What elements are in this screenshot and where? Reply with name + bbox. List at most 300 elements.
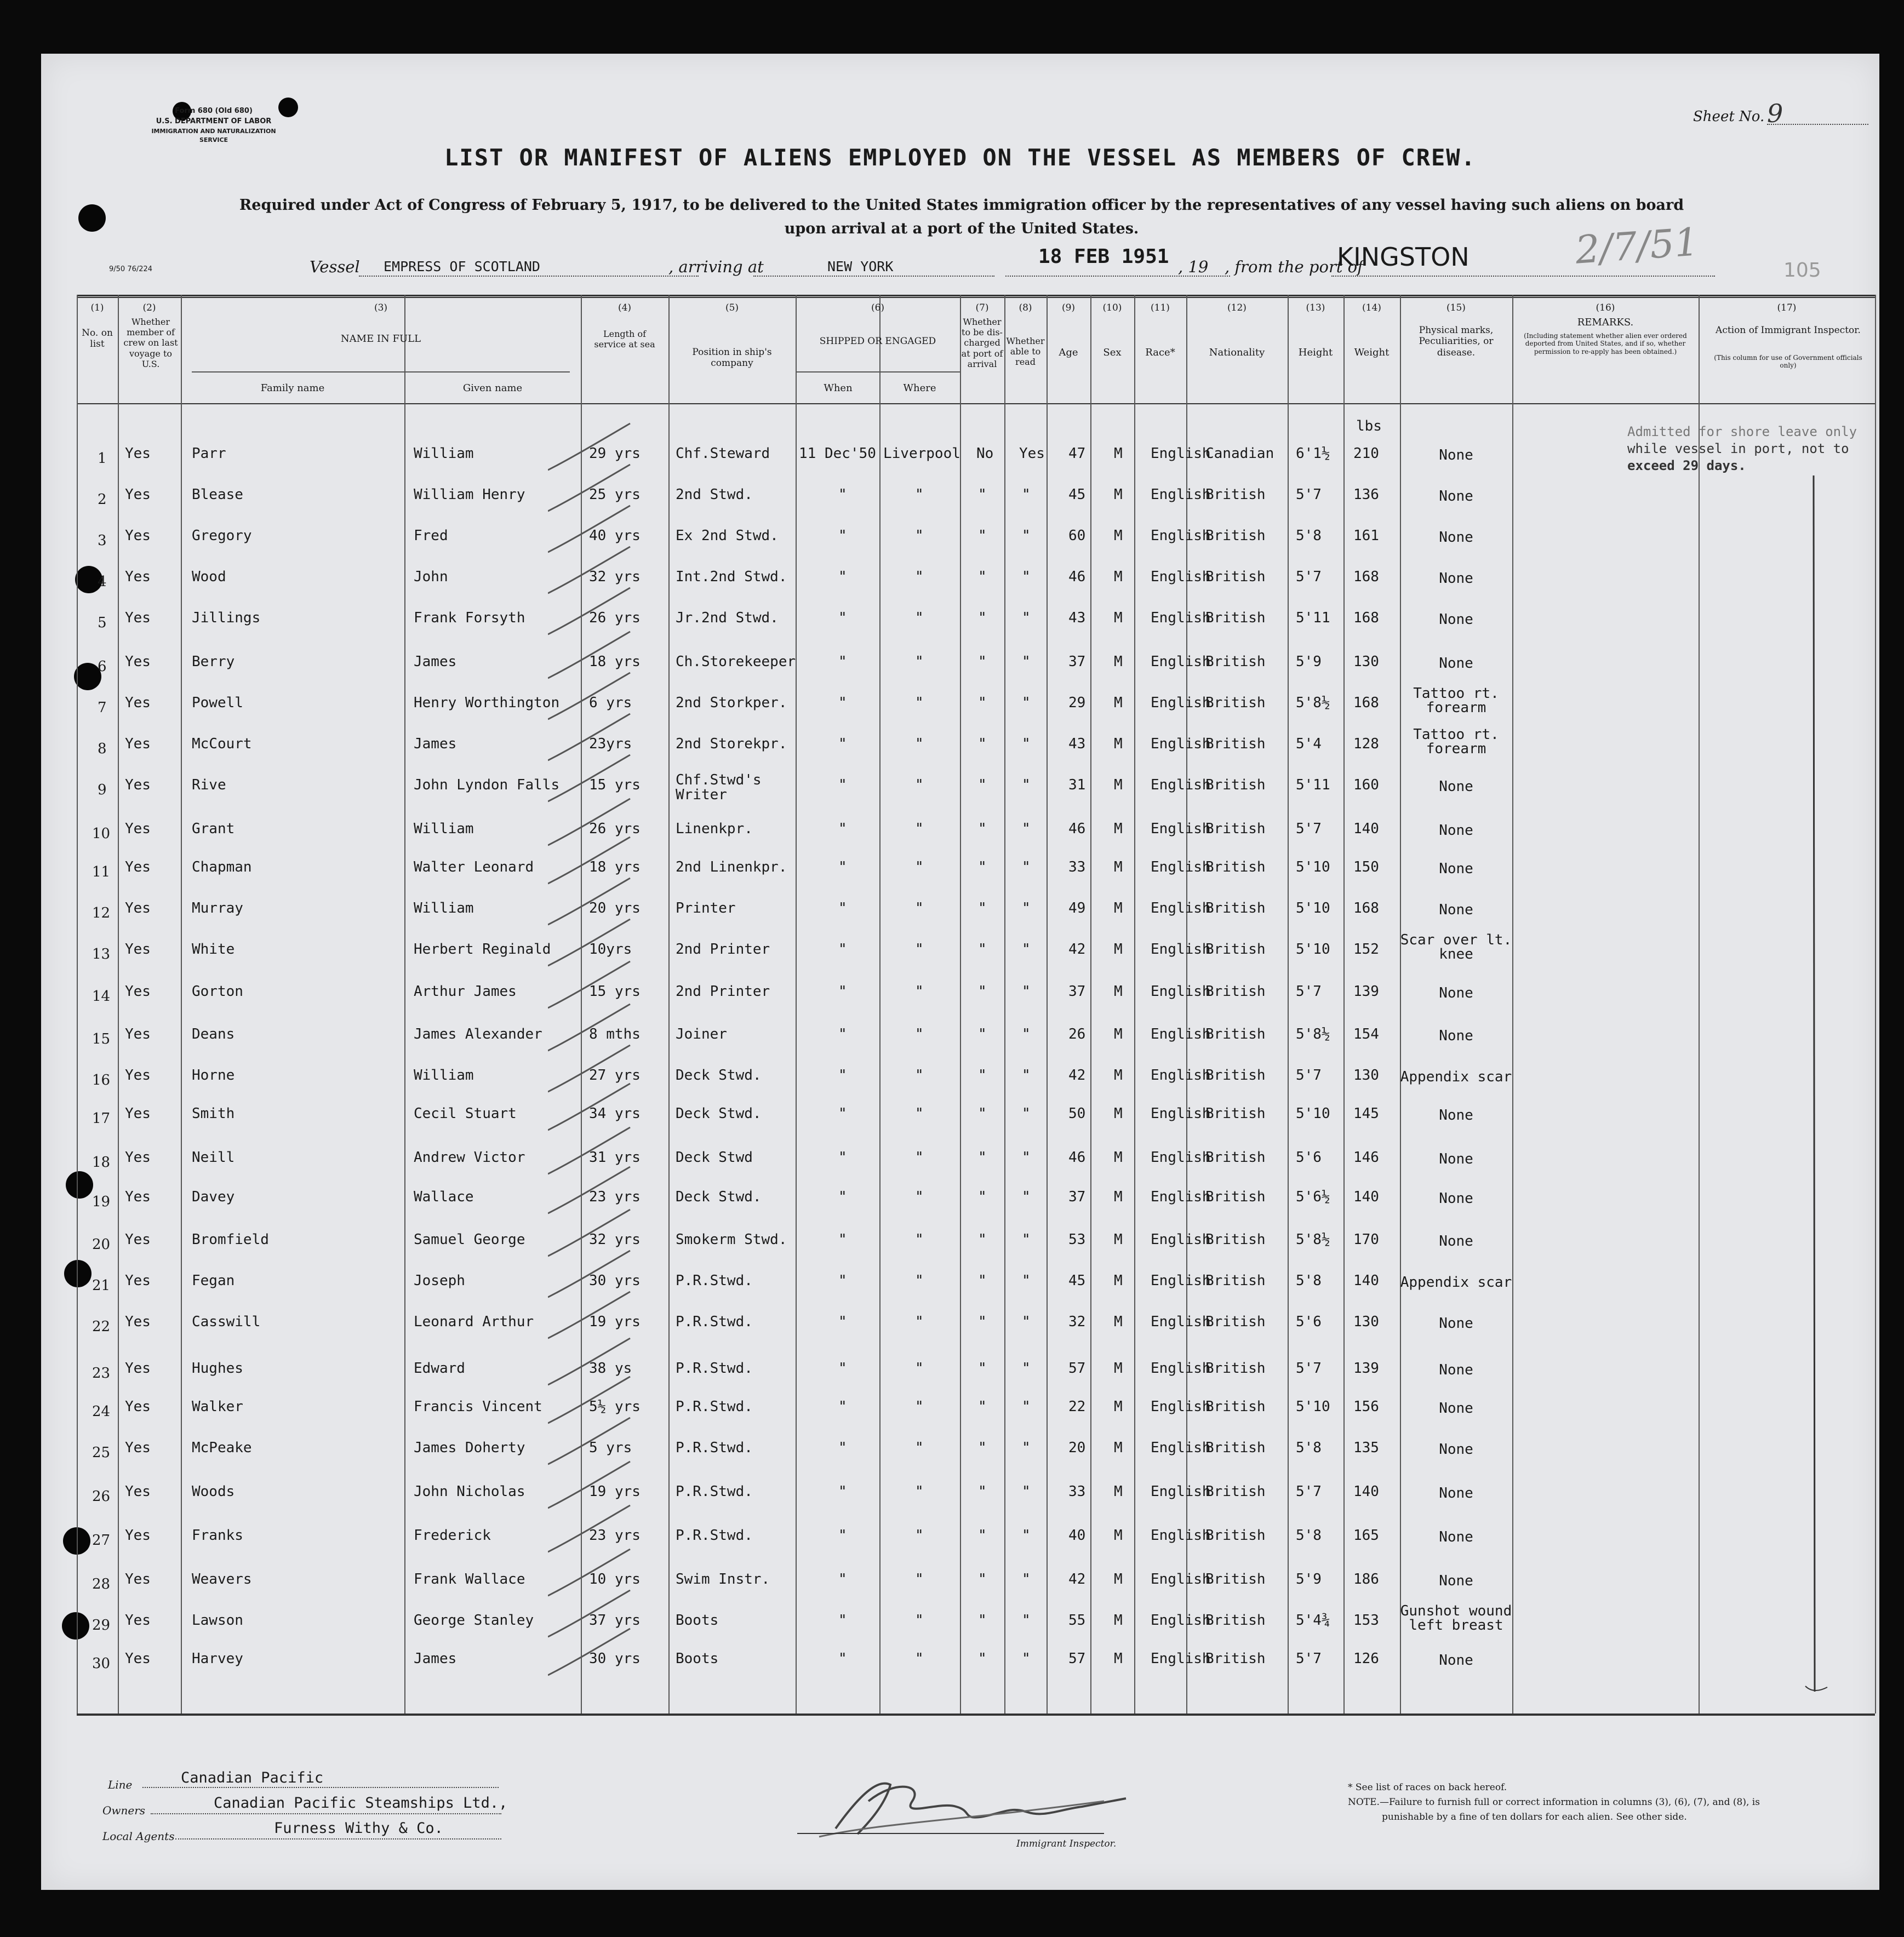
cell-discharged: " [978, 1189, 987, 1205]
pencil-check-mark [548, 1251, 630, 1297]
column-number: (13) [1306, 302, 1325, 313]
cell-length-service: 23 yrs [589, 1527, 641, 1544]
cell-age: 49 [1068, 900, 1086, 916]
vessel-label: Vessel [310, 257, 360, 276]
cell-length-service: 18 yrs [589, 654, 641, 670]
cell-given-name: Francis Vincent [414, 1399, 542, 1415]
cell-physical-marks: None [1439, 1190, 1473, 1207]
cell-sex: M [1114, 1189, 1123, 1205]
cell-height: 5'7 [1296, 1483, 1322, 1500]
cell-discharged: " [978, 859, 987, 875]
cell-sex: M [1114, 900, 1123, 916]
cell-able-read: " [1022, 777, 1031, 793]
document-title: LIST OR MANIFEST OF ALIENS EMPLOYED ON THE VESSEL AS MEMBERS OF CREW. [444, 144, 1476, 171]
cell-shipped-where: " [915, 1571, 924, 1588]
service-name: IMMIGRATION AND NATURALIZATION SERVICE [151, 127, 276, 144]
row-number: 26 [92, 1488, 111, 1505]
cell-member: Yes [125, 777, 151, 793]
pencil-check-mark [548, 1505, 630, 1552]
cell-able-read: " [1022, 1273, 1031, 1289]
cell-weight: 168 [1353, 569, 1379, 585]
pencil-check-mark [548, 878, 630, 925]
cell-physical-marks: None [1439, 985, 1473, 1001]
cell-position: Jr.2nd Stwd. [676, 610, 779, 626]
cell-physical-marks: None [1439, 1529, 1473, 1545]
cell-age: 32 [1068, 1314, 1086, 1330]
cell-weight: 168 [1353, 695, 1379, 711]
cell-nationality: British [1205, 736, 1266, 752]
cell-height: 5'7 [1296, 569, 1322, 585]
cell-physical-marks: None [1439, 1315, 1473, 1332]
header-remarks-note: (Including statement whether alien ever ordered deported from United States, and if so, whether permission to re-apply has been obtained.) [1524, 332, 1687, 356]
cell-weight: 161 [1353, 528, 1379, 544]
cell-shipped-when: " [838, 1067, 847, 1084]
cell-discharged: " [978, 654, 987, 670]
cell-race: English [1151, 736, 1211, 752]
cell-position: Swim Instr. [676, 1571, 770, 1588]
cell-family-name: McPeake [192, 1440, 252, 1456]
column-number: (12) [1227, 302, 1247, 313]
table-row [77, 727, 1875, 766]
cell-sex: M [1114, 859, 1123, 875]
cell-family-name: Woods [192, 1483, 235, 1500]
row-number: 27 [92, 1532, 111, 1549]
cell-family-name: Gorton [192, 983, 243, 1000]
footer-notes: * See list of races on back hereof. NOTE.—Failure to furnish full or correct information in columns (3), (6), (7), and (8), is punishable by a fine of ten dollars for each alien. See other side. [1348, 1782, 1760, 1823]
pencil-check-mark [548, 1338, 630, 1385]
cell-position: P.R.Stwd. [676, 1483, 753, 1500]
column-number: (5) [725, 302, 739, 313]
table-row [77, 1141, 1875, 1179]
cell-discharged: " [978, 1026, 987, 1042]
cell-height: 5'7 [1296, 983, 1322, 1000]
cell-discharged: " [978, 1105, 987, 1122]
row-number: 18 [92, 1154, 111, 1171]
punch-hole [278, 98, 298, 117]
cell-weight: 165 [1353, 1527, 1379, 1544]
cell-member: Yes [125, 695, 151, 711]
cell-able-read: " [1022, 1026, 1031, 1042]
line-value: Canadian Pacific [181, 1769, 324, 1786]
vessel-name: EMPRESS OF SCOTLAND [384, 259, 540, 274]
cell-physical-marks: None [1439, 655, 1473, 672]
year-label: , 19 [1178, 257, 1209, 276]
cell-physical-marks: None [1439, 902, 1473, 918]
cell-discharged: " [978, 1314, 987, 1330]
row-number: 12 [92, 905, 111, 921]
cell-length-service: 20 yrs [589, 900, 641, 916]
cell-nationality: British [1205, 486, 1266, 503]
cell-shipped-when: " [838, 1360, 847, 1377]
cell-length-service: 37 yrs [589, 1612, 641, 1629]
header-position: Position in ship's company [692, 347, 772, 369]
cell-discharged: " [978, 1571, 987, 1588]
cell-age: 37 [1068, 654, 1086, 670]
cell-family-name: Neill [192, 1149, 235, 1166]
cell-discharged: " [978, 486, 987, 503]
cell-race: English [1151, 1067, 1211, 1084]
header-length-service: Length of service at sea [594, 329, 655, 350]
cell-height: 5'8½ [1296, 1026, 1330, 1042]
row-number: 28 [92, 1576, 111, 1592]
cell-physical-marks: None [1439, 488, 1473, 505]
pencil-check-mark [548, 588, 630, 634]
row-number: 14 [92, 988, 111, 1005]
cell-nationality: British [1205, 1231, 1266, 1248]
cell-sex: M [1114, 569, 1123, 585]
cell-race: English [1151, 821, 1211, 837]
cell-discharged: No [976, 445, 994, 462]
cell-given-name: Herbert Reginald [414, 941, 551, 958]
cell-race: English [1151, 777, 1211, 793]
cell-family-name: Horne [192, 1067, 235, 1084]
cell-member: Yes [125, 1612, 151, 1629]
cell-race: English [1151, 1314, 1211, 1330]
cell-shipped-when: " [838, 1149, 847, 1166]
cell-weight: 136 [1353, 486, 1379, 503]
column-number: (11) [1151, 302, 1170, 313]
cell-weight: 150 [1353, 859, 1379, 875]
cell-shipped-where: " [915, 1527, 924, 1544]
cell-discharged: " [978, 695, 987, 711]
cell-shipped-when: " [838, 1273, 847, 1289]
cell-position: P.R.Stwd. [676, 1360, 753, 1377]
cell-position: Chf.Steward [676, 445, 770, 462]
cell-sex: M [1114, 486, 1123, 503]
cell-age: 46 [1068, 821, 1086, 837]
cell-nationality: British [1205, 610, 1266, 626]
cell-sex: M [1114, 654, 1123, 670]
cell-weight: 130 [1353, 1067, 1379, 1084]
cell-discharged: " [978, 1651, 987, 1667]
cell-shipped-when: " [838, 1231, 847, 1248]
cell-discharged: " [978, 941, 987, 958]
cell-member: Yes [125, 1105, 151, 1122]
sheet-number: 9 [1767, 99, 1783, 128]
cell-able-read: " [1022, 1440, 1031, 1456]
cell-family-name: Weavers [192, 1571, 252, 1588]
cell-shipped-when: " [838, 1651, 847, 1667]
cell-nationality: British [1205, 821, 1266, 837]
table-row [77, 975, 1875, 1013]
cell-given-name: Joseph [414, 1273, 465, 1289]
cell-length-service: 6 yrs [589, 695, 632, 711]
header-given-name: Given name [462, 382, 523, 394]
cell-position: 2nd Printer [676, 941, 770, 958]
cell-length-service: 19 yrs [589, 1483, 641, 1500]
cell-age: 37 [1068, 983, 1086, 1000]
cell-physical-marks: None [1439, 1652, 1473, 1669]
cell-weight: 168 [1353, 900, 1379, 916]
cell-member: Yes [125, 1149, 151, 1166]
cell-shipped-when: " [838, 486, 847, 503]
cell-sex: M [1114, 695, 1123, 711]
cell-given-name: William [414, 1067, 474, 1084]
cell-shipped-where: " [915, 1483, 924, 1500]
cell-weight: 130 [1353, 1314, 1379, 1330]
column-number: (7) [975, 302, 989, 313]
cell-race: English [1151, 859, 1211, 875]
cell-physical-marks: Scar over lt. knee [1400, 932, 1512, 962]
cell-given-name: James [414, 736, 457, 752]
row-number: 2 [98, 491, 107, 508]
cell-family-name: Jillings [192, 610, 261, 626]
pencil-check-mark [548, 1084, 630, 1130]
cell-shipped-when: " [838, 983, 847, 1000]
cell-shipped-when: " [838, 1440, 847, 1456]
cell-given-name: William [414, 900, 474, 916]
row-number: 10 [92, 826, 111, 842]
cell-shipped-when: " [838, 777, 847, 793]
cell-discharged: " [978, 528, 987, 544]
column-number: (8) [1019, 302, 1032, 313]
corner-number: 105 [1783, 259, 1821, 282]
cell-position: Boots [676, 1612, 719, 1629]
cell-physical-marks: None [1439, 822, 1473, 839]
pencil-check-mark [548, 673, 630, 719]
print-code: 9/50 76/224 [109, 265, 153, 273]
cell-physical-marks: None [1439, 1573, 1473, 1589]
from-port-label: , from the port of [1225, 257, 1363, 276]
cell-length-service: 34 yrs [589, 1105, 641, 1122]
cell-length-service: 26 yrs [589, 610, 641, 626]
column-number: (9) [1061, 302, 1076, 313]
table-row [77, 1059, 1875, 1097]
cell-able-read: Yes [1019, 445, 1045, 462]
cell-nationality: British [1205, 528, 1266, 544]
cell-physical-marks: Appendix scar [1400, 1069, 1512, 1085]
cell-able-read: " [1022, 528, 1031, 544]
cell-shipped-where: " [915, 654, 924, 670]
cell-family-name: Grant [192, 821, 235, 837]
pencil-check-mark [548, 1004, 630, 1051]
cell-position: P.R.Stwd. [676, 1440, 753, 1456]
cell-age: 46 [1068, 569, 1086, 585]
cell-shipped-where: " [915, 528, 924, 544]
cell-shipped-where: " [915, 777, 924, 793]
cell-length-service: 5½ yrs [589, 1399, 641, 1415]
column-number: (16) [1596, 302, 1615, 313]
cell-family-name: Murray [192, 900, 243, 916]
cell-given-name: Frank Forsyth [414, 610, 525, 626]
column-number: (17) [1777, 302, 1797, 313]
inspector-label: Immigrant Inspector. [1016, 1838, 1117, 1849]
row-number: 4 [98, 574, 107, 590]
cell-length-service: 10 yrs [589, 1571, 641, 1588]
cell-given-name: Cecil Stuart [414, 1105, 517, 1122]
cell-family-name: Davey [192, 1189, 235, 1205]
cell-shipped-where: " [915, 1105, 924, 1122]
cell-age: 53 [1068, 1231, 1086, 1248]
cell-shipped-when: " [838, 1189, 847, 1205]
cell-physical-marks: Appendix scar [1400, 1274, 1512, 1291]
cell-length-service: 19 yrs [589, 1314, 641, 1330]
cell-weight: 160 [1353, 777, 1379, 793]
cell-length-service: 30 yrs [589, 1651, 641, 1667]
row-number: 22 [92, 1319, 111, 1335]
cell-shipped-where: " [915, 941, 924, 958]
cell-shipped-when: " [838, 1571, 847, 1588]
cell-shipped-when: " [838, 1483, 847, 1500]
table-row [77, 933, 1875, 971]
cell-member: Yes [125, 1483, 151, 1500]
cell-sex: M [1114, 1273, 1123, 1289]
cell-nationality: British [1205, 1483, 1266, 1500]
column-number: (2) [142, 302, 156, 313]
cell-position: Smokerm Stwd. [676, 1231, 787, 1248]
cell-nationality: British [1205, 1149, 1266, 1166]
pencil-check-mark [548, 423, 630, 470]
cell-shipped-when: " [838, 821, 847, 837]
cell-length-service: 40 yrs [589, 528, 641, 544]
pencil-check-mark [548, 506, 630, 552]
cell-race: English [1151, 1571, 1211, 1588]
cell-discharged: " [978, 1527, 987, 1544]
cell-position: 2nd Storekpr. [676, 736, 787, 752]
row-number: 6 [98, 658, 107, 675]
handwritten-date: 2/7/51 [1574, 219, 1700, 273]
cell-position: Deck Stwd [676, 1149, 753, 1166]
cell-position: 2nd Linenkpr. [676, 859, 787, 875]
cell-given-name: James [414, 1651, 457, 1667]
cell-sex: M [1114, 821, 1123, 837]
cell-member: Yes [125, 654, 151, 670]
cell-member: Yes [125, 900, 151, 916]
cell-able-read: " [1022, 1105, 1031, 1122]
cell-shipped-where: " [915, 1273, 924, 1289]
pencil-check-mark [548, 714, 630, 760]
cell-discharged: " [978, 610, 987, 626]
cell-height: 5'8 [1296, 528, 1322, 544]
cell-length-service: 23 yrs [589, 1189, 641, 1205]
cell-race: English [1151, 983, 1211, 1000]
cell-able-read: " [1022, 695, 1031, 711]
date-stamp: 18 FEB 1951 [1038, 245, 1169, 268]
cell-given-name: Andrew Victor [414, 1149, 525, 1166]
form-number: Form 680 (Old 680) [175, 107, 253, 115]
pencil-check-mark [548, 1292, 630, 1338]
table-row [77, 1563, 1875, 1601]
cell-given-name: Henry Worthington [414, 695, 560, 711]
cell-physical-marks: None [1439, 1107, 1473, 1124]
cell-weight: 126 [1353, 1651, 1379, 1667]
cell-length-service: 32 yrs [589, 569, 641, 585]
cell-shipped-where: " [915, 1651, 924, 1667]
cell-length-service: 31 yrs [589, 1149, 641, 1166]
cell-shipped-when: " [838, 1314, 847, 1330]
agents-label: Local Agents [102, 1830, 175, 1843]
cell-position: Joiner [676, 1026, 727, 1042]
row-number: 5 [98, 615, 107, 631]
cell-sex: M [1114, 1399, 1123, 1415]
cell-shipped-where: Liverpool [883, 445, 960, 462]
header-no-on-list: No. on list [82, 328, 113, 350]
row-number: 15 [92, 1031, 111, 1047]
cell-height: 5'6½ [1296, 1189, 1330, 1205]
cell-able-read: " [1022, 569, 1031, 585]
cell-race: English [1151, 528, 1211, 544]
cell-family-name: Blease [192, 486, 243, 503]
cell-family-name: Smith [192, 1105, 235, 1122]
cell-nationality: British [1205, 1105, 1266, 1122]
cell-nationality: British [1205, 1026, 1266, 1042]
crew-table [77, 295, 1875, 1714]
cell-shipped-where: " [915, 859, 924, 875]
cell-sex: M [1114, 1527, 1123, 1544]
cell-physical-marks: None [1439, 1485, 1473, 1502]
cell-shipped-when: " [838, 736, 847, 752]
cell-given-name: Samuel George [414, 1231, 525, 1248]
cell-age: 33 [1068, 1483, 1086, 1500]
cell-height: 5'7 [1296, 1067, 1322, 1084]
cell-position: Int.2nd Stwd. [676, 569, 787, 585]
cell-shipped-when: " [838, 528, 847, 544]
cell-able-read: " [1022, 1067, 1031, 1084]
cell-physical-marks: None [1439, 1441, 1473, 1458]
cell-weight: 135 [1353, 1440, 1379, 1456]
cell-weight: 145 [1353, 1105, 1379, 1122]
cell-weight: 170 [1353, 1231, 1379, 1248]
cell-race: English [1151, 1231, 1211, 1248]
cell-age: 40 [1068, 1527, 1086, 1544]
cell-shipped-where: " [915, 1067, 924, 1084]
cell-height: 5'7 [1296, 1651, 1322, 1667]
cell-able-read: " [1022, 1189, 1031, 1205]
cell-member: Yes [125, 486, 151, 503]
cell-length-service: 15 yrs [589, 983, 641, 1000]
cell-race: English [1151, 1149, 1211, 1166]
cell-shipped-where: " [915, 610, 924, 626]
cell-nationality: British [1205, 1360, 1266, 1377]
cell-family-name: Walker [192, 1399, 243, 1415]
cell-member: Yes [125, 528, 151, 544]
cell-physical-marks: None [1439, 570, 1473, 587]
cell-member: Yes [125, 610, 151, 626]
cell-member: Yes [125, 859, 151, 875]
cell-age: 43 [1068, 610, 1086, 626]
cell-discharged: " [978, 983, 987, 1000]
row-number: 3 [98, 532, 107, 549]
cell-nationality: British [1205, 1571, 1266, 1588]
cell-race: English [1151, 1440, 1211, 1456]
cell-weight: 154 [1353, 1026, 1379, 1042]
cell-sex: M [1114, 528, 1123, 544]
cell-height: 5'8 [1296, 1440, 1322, 1456]
cell-physical-marks: None [1439, 447, 1473, 463]
table-row [77, 1305, 1875, 1344]
cell-physical-marks: None [1439, 861, 1473, 877]
cell-able-read: " [1022, 1399, 1031, 1415]
cell-physical-marks: None [1439, 611, 1473, 628]
cell-height: 5'10 [1296, 859, 1330, 875]
table-row [77, 686, 1875, 725]
owners-label: Owners [102, 1804, 146, 1817]
cell-age: 37 [1068, 1189, 1086, 1205]
header-age: Age [1059, 347, 1078, 358]
row-number: 19 [92, 1194, 111, 1210]
cell-age: 47 [1068, 445, 1086, 462]
form-header [151, 106, 277, 145]
cell-height: 5'9 [1296, 654, 1322, 670]
cell-height: 5'8 [1296, 1273, 1322, 1289]
pencil-check-mark [548, 1377, 630, 1423]
column-number: (15) [1446, 302, 1466, 313]
pencil-check-mark [548, 1045, 630, 1092]
cell-discharged: " [978, 569, 987, 585]
cell-physical-marks: None [1439, 1028, 1473, 1044]
cell-able-read: " [1022, 1651, 1031, 1667]
cell-race: English [1151, 610, 1211, 626]
